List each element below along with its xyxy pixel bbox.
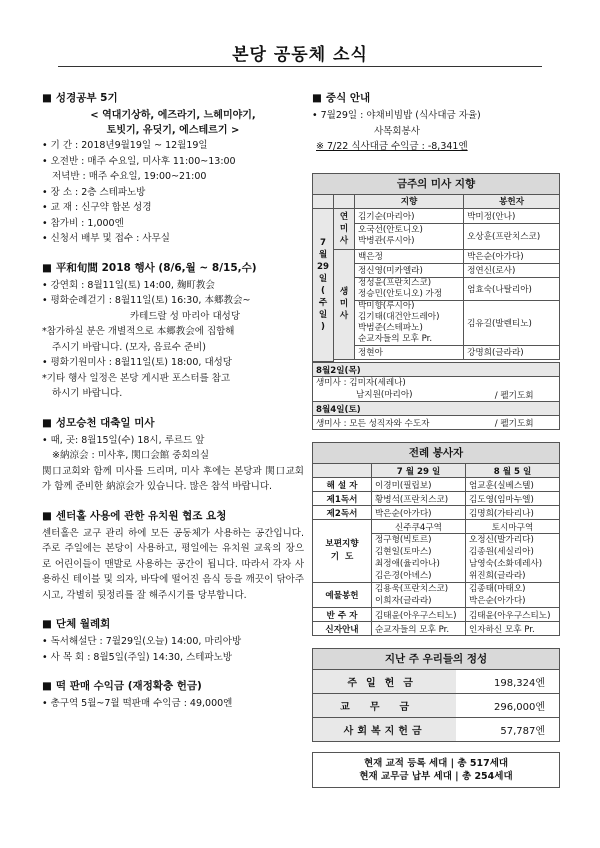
assumption-paragraph: 関口교회와 함께 미사를 드리며, 미사 후에는 본당과 関口교회가 함께 준비한 納涼会가 있습니다. 많은 참석 바랍니다. bbox=[42, 465, 304, 492]
aug2-donor: / 펠기도회 bbox=[492, 377, 560, 402]
guide-name: 인자하신 모후 Pr. bbox=[466, 622, 560, 636]
center-paragraph: 센터홀은 교구 관리 하에 모든 공동체가 사용하는 공간입니다. 주로 주일에는 본당이 사용하고, 평일에는 유치원 교육의 장으로 어린이들이 맨발로 사용하는 공간이 됩니다. 따라서 각자 사용하신 테이블 및 의자, 바닥에 떨어진 음식 등을 깨끗이 닦아주시고, 각별히 뒷정리를 잘 해주시기를 당부합니다. bbox=[42, 527, 304, 601]
peace-lecture: • 강연회 : 8월11일(토) 14:00, 麹町教会 bbox=[42, 279, 215, 291]
server-name: 김도영(임마누엘) bbox=[466, 492, 560, 506]
server-name: 황병석(프란치스코) bbox=[372, 492, 466, 506]
group-item: • 사 목 회 : 8월5일(주일) 14:30, 스테파노방 bbox=[42, 651, 232, 663]
peace-mass: • 평화기원미사 : 8월11일(토) 18:00, 대성당 bbox=[42, 357, 232, 368]
lunch-item: • 7월29일 : 야채비빔밥 (식사대금 자율) bbox=[312, 110, 481, 121]
aug4-line: 생미사 : 모든 성직자와 수도자 bbox=[313, 416, 492, 430]
mass-donor: 오상훈(프란치스코) bbox=[464, 224, 560, 250]
altar-role: 반 주 자 bbox=[313, 608, 372, 622]
altar-name: 김태윤(아우구스티노) bbox=[466, 608, 560, 622]
offering-label: 사회복지헌금 bbox=[313, 718, 457, 742]
square-bullet-icon: ■ bbox=[42, 680, 52, 692]
guide-role: 신자안내 bbox=[313, 622, 372, 636]
servers-col: 8 월 5 일 bbox=[466, 464, 560, 478]
mass-donor: 박은순(아가다) bbox=[464, 249, 560, 263]
date-char: 29 bbox=[317, 261, 329, 272]
server-role: 해 설 자 bbox=[313, 478, 372, 492]
prayer-name: 김종원(세실리아) bbox=[469, 547, 534, 557]
mass-intent: 정현아 bbox=[355, 345, 464, 359]
square-bullet-icon: ■ bbox=[42, 509, 52, 522]
peace-note: *기타 행사 일정은 본당 게시판 포스터를 참고 bbox=[42, 372, 231, 384]
yeon-char: 연 bbox=[339, 211, 349, 222]
guide-name: 순교자들의 모후 Pr. bbox=[372, 622, 466, 636]
right-column bbox=[312, 90, 560, 788]
server-name: 이경미(필립보) bbox=[372, 478, 466, 492]
bible-subtitle: < 역대기상하, 에즈라기, 느헤미야기, bbox=[90, 110, 256, 121]
rice-item: • 총구역 5월~7월 떡판매 수익금 : 49,000엔 bbox=[42, 698, 233, 709]
square-bullet-icon: ■ bbox=[42, 261, 52, 274]
peace-note: *참가하실 분은 개별적으로 本郷教会에 집합해 bbox=[42, 326, 235, 337]
saeng-char: 생 bbox=[339, 287, 349, 297]
household-stats bbox=[312, 752, 560, 788]
stats-line: 현재 교적 등록 세대 | 총 517세대 bbox=[363, 758, 509, 769]
assumption-time: • 때, 곳: 8월15일(수) 18시, 루르드 앞 bbox=[42, 434, 205, 446]
col-donor: 봉헌자 bbox=[464, 194, 560, 208]
bible-text: • 교 재 : 신구약 합본 성경 bbox=[42, 202, 152, 213]
offering-value: 57,787엔 bbox=[456, 718, 559, 742]
square-bullet-icon: ■ bbox=[42, 416, 52, 429]
server-name: 김명희(가타리나) bbox=[466, 506, 560, 520]
servers-table bbox=[312, 463, 560, 636]
stats-line: 현재 교무금 납부 세대 | 총 254세대 bbox=[359, 771, 513, 782]
servers-title: 전례 봉사자 bbox=[312, 442, 560, 463]
server-role: 제2독서 bbox=[313, 506, 372, 520]
prayer-name: 김현일(토마스) bbox=[375, 547, 432, 557]
date-char: 월 bbox=[318, 249, 328, 260]
offer-role: 예물봉헌 bbox=[313, 583, 372, 608]
bible-place: • 장 소 : 2층 스테파노방 bbox=[42, 186, 146, 198]
offer-name: 이희자(글라라) bbox=[375, 596, 432, 606]
mass-donor: 김유길(발렌티노) bbox=[464, 300, 560, 345]
prayer-area: 토시마구역 bbox=[466, 520, 560, 534]
yeon-char: 미 bbox=[339, 223, 349, 234]
title-divider bbox=[58, 66, 542, 67]
offer-name: 박은순(아가다) bbox=[469, 596, 526, 606]
server-role: 제1독서 bbox=[313, 492, 372, 506]
date-char: ( bbox=[321, 285, 325, 296]
offering-label: 주일헌금 bbox=[313, 670, 457, 694]
square-bullet-icon: ■ bbox=[42, 618, 52, 630]
peace-heading: ■ 平和旬間 2018 행사 (8/6,월 ~ 8/15,수) bbox=[42, 261, 257, 274]
yeon-label bbox=[334, 208, 355, 249]
altar-name: 김태윤(아우구스티노) bbox=[372, 608, 466, 622]
bible-subtitle: 토빗기, 유딧기, 에스테르기 > bbox=[106, 125, 240, 136]
server-name: 엄교훈(실베스텔) bbox=[466, 478, 560, 492]
bible-fee: • 참가비 : 1,000엔 bbox=[42, 217, 124, 229]
offering-table bbox=[312, 669, 560, 742]
group-item: • 독서해설단 : 7월29일(오늘) 14:00, 마리아방 bbox=[42, 636, 242, 647]
page-title: 본당 공동체 소식 bbox=[232, 45, 368, 65]
group-heading: ■ 단체 월례회 bbox=[42, 618, 111, 630]
mass-donor: 강명희(글라라) bbox=[464, 345, 560, 359]
date-char: 일 bbox=[318, 273, 328, 284]
prayer-name: 오정신(발가리다) bbox=[469, 535, 534, 545]
offering-value: 296,000엔 bbox=[456, 694, 559, 718]
assumption-note: ※納涼会 : 미사후, 関口会館 중회의실 bbox=[52, 450, 209, 461]
yeon-char: 사 bbox=[339, 235, 349, 246]
aug2-line: 남지원(마리아) bbox=[356, 390, 413, 400]
saeng-char: 사 bbox=[339, 311, 349, 321]
col-intent: 지향 bbox=[355, 194, 464, 208]
server-name: 박은순(아가다) bbox=[372, 506, 466, 520]
peace-note: 주시기 바랍니다. (모자, 음료수 준비) bbox=[52, 341, 207, 353]
offer-name: 김용욱(프란치스코) bbox=[375, 584, 449, 594]
lunch-income: ※ 7/22 식사대금 수익금 : -8,341엔 bbox=[316, 141, 468, 152]
bible-apply: • 신청서 배부 및 접수 : 사무실 bbox=[42, 233, 170, 244]
date-char: 일 bbox=[318, 309, 328, 320]
offer-name: 김종태(마태오) bbox=[469, 584, 526, 594]
mass-intent: 오국선(안토니오) 박병관(루시아) bbox=[355, 224, 464, 250]
prayer-name: 정구형(빅토르) bbox=[375, 535, 432, 545]
square-bullet-icon: ■ bbox=[312, 92, 322, 104]
mass-intent: 백은정 bbox=[355, 249, 464, 263]
peace-walk: 카테드랄 성 마리아 대성당 bbox=[130, 310, 241, 322]
aug2-head: 8월2일(목) bbox=[313, 363, 560, 377]
bible-period: • 기 간 : 2018년9월19일 ~ 12월19일 bbox=[42, 140, 208, 151]
offering-label: 교무금 bbox=[313, 694, 457, 718]
assumption-heading: ■ 성모승천 대축일 미사 bbox=[42, 416, 155, 429]
saeng-label bbox=[334, 249, 355, 359]
offering-value: 198,324엔 bbox=[456, 670, 559, 694]
lunch-heading: ■ 중식 안내 bbox=[312, 92, 371, 104]
rice-heading: ■ 떡 판매 수익금 (재정확충 헌금) bbox=[42, 680, 202, 692]
date-char: 7 bbox=[320, 237, 326, 248]
mass-intent: 정성윤(프란치스코) 정승민(안토니오) 가정 bbox=[355, 277, 464, 300]
mass-intent: 김기순(마리아) bbox=[355, 208, 464, 224]
prayer-role: 보편지향 기 도 bbox=[313, 520, 372, 583]
aug4-donor: / 펠기도회 bbox=[492, 416, 560, 430]
mass-donor: 박미정(안나) bbox=[464, 208, 560, 224]
mass-date-label bbox=[313, 208, 334, 362]
prayer-name: 위진희(글라라) bbox=[469, 571, 526, 581]
mass-intent: 박미향(루시아) 김기태(대건안드레아) 박범준(스테파노) 순교자들의 모후 Pr. bbox=[355, 300, 464, 345]
prayer-name: 최정애(율리아나) bbox=[375, 559, 440, 569]
saeng-char: 미 bbox=[339, 299, 349, 309]
date-char: 주 bbox=[318, 297, 328, 308]
bible-morning: • 오전반 : 매주 수요일, 미사후 11:00~13:00 bbox=[42, 155, 236, 167]
servers-col: 7 월 29 일 bbox=[372, 464, 466, 478]
bible-heading: ■ 성경공부 5기 bbox=[42, 92, 118, 104]
mass-box-title: 금주의 미사 지향 bbox=[312, 173, 560, 194]
weekday-mass-table bbox=[312, 362, 560, 430]
offering-title: 지난 주 우리들의 정성 bbox=[312, 648, 560, 669]
prayer-name: 남영숙(소화데레사) bbox=[469, 559, 543, 569]
bible-evening: 저녁반 : 매주 수요일, 19:00~21:00 bbox=[52, 171, 207, 182]
prayer-area: 신주쿠4구역 bbox=[372, 520, 466, 534]
mass-donor: 엄효숙(나탈리아) bbox=[464, 277, 560, 300]
left-column bbox=[42, 90, 304, 712]
mass-donor: 정연신(로사) bbox=[464, 263, 560, 277]
mass-intention-table bbox=[312, 194, 560, 363]
peace-note: 하시기 바랍니다. bbox=[52, 388, 123, 399]
lunch-item: 사목회봉사 bbox=[374, 125, 420, 137]
aug4-head: 8월4일(토) bbox=[313, 402, 560, 416]
mass-intent: 정신영(미카엘라) bbox=[355, 263, 464, 277]
center-heading: ■ 센터홀 사용에 관한 유치원 협조 요청 bbox=[42, 509, 227, 522]
square-bullet-icon: ■ bbox=[42, 92, 52, 104]
aug2-line: 생미사 : 김미자(세레나) bbox=[316, 378, 406, 388]
peace-walk: • 평화순례걷기 : 8월11일(토) 16:30, 本郷教会~ bbox=[42, 295, 251, 306]
date-char: ) bbox=[321, 321, 325, 332]
prayer-name: 김은경(아녜스) bbox=[375, 571, 432, 581]
